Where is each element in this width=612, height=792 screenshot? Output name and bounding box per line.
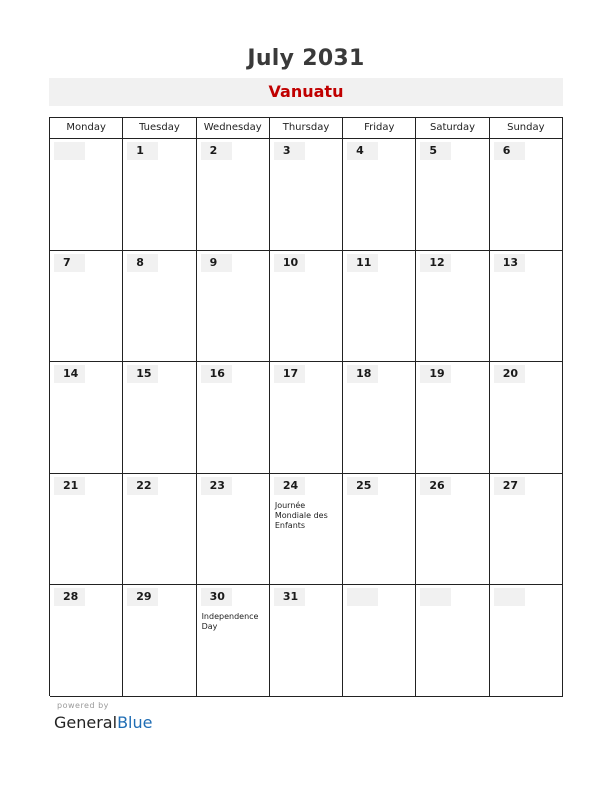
day-number: 26 bbox=[420, 477, 451, 495]
day-number: 31 bbox=[274, 588, 305, 606]
day-number: 4 bbox=[347, 142, 378, 160]
day-number: 13 bbox=[494, 254, 525, 272]
day-number: 5 bbox=[420, 142, 451, 160]
day-cell bbox=[270, 251, 343, 363]
holiday-label: Independence Day bbox=[201, 612, 259, 632]
day-cell bbox=[50, 251, 123, 363]
week-row-5 bbox=[50, 585, 563, 697]
brand-general: General bbox=[54, 713, 118, 732]
week-row-2 bbox=[50, 251, 563, 363]
day-number: 14 bbox=[54, 365, 85, 383]
day-cell bbox=[490, 474, 563, 586]
weekday-header-row bbox=[50, 118, 563, 139]
day-number: 27 bbox=[494, 477, 525, 495]
day-cell bbox=[270, 474, 343, 586]
day-number bbox=[54, 142, 85, 160]
weekday-thursday: Thursday bbox=[270, 118, 343, 139]
day-cell bbox=[416, 362, 489, 474]
day-cell bbox=[123, 474, 196, 586]
day-number: 12 bbox=[420, 254, 451, 272]
day-cell bbox=[197, 362, 270, 474]
day-number: 25 bbox=[347, 477, 378, 495]
day-cell bbox=[197, 139, 270, 251]
generalblue-logo[interactable] bbox=[54, 713, 152, 732]
day-number: 24 bbox=[274, 477, 305, 495]
weekday-friday: Friday bbox=[343, 118, 416, 139]
day-cell bbox=[50, 474, 123, 586]
day-cell bbox=[490, 362, 563, 474]
day-cell bbox=[343, 139, 416, 251]
day-number: 15 bbox=[127, 365, 158, 383]
day-cell bbox=[343, 474, 416, 586]
day-number: 17 bbox=[274, 365, 305, 383]
powered-by-text: powered by bbox=[57, 701, 109, 710]
day-cell bbox=[50, 139, 123, 251]
day-number: 19 bbox=[420, 365, 451, 383]
day-cell bbox=[343, 251, 416, 363]
day-number: 29 bbox=[127, 588, 158, 606]
day-cell bbox=[270, 585, 343, 697]
day-cell bbox=[123, 139, 196, 251]
day-number: 9 bbox=[201, 254, 232, 272]
day-cell bbox=[123, 251, 196, 363]
weekday-sunday: Sunday bbox=[490, 118, 563, 139]
day-cell bbox=[270, 362, 343, 474]
day-number: 7 bbox=[54, 254, 85, 272]
day-number: 6 bbox=[494, 142, 525, 160]
day-number: 18 bbox=[347, 365, 378, 383]
day-number: 3 bbox=[274, 142, 305, 160]
day-number: 20 bbox=[494, 365, 525, 383]
day-cell bbox=[416, 139, 489, 251]
weekday-monday: Monday bbox=[50, 118, 123, 139]
weekday-tuesday: Tuesday bbox=[123, 118, 196, 139]
day-cell bbox=[490, 585, 563, 697]
day-cell bbox=[416, 474, 489, 586]
week-row-4 bbox=[50, 474, 563, 586]
day-cell bbox=[343, 362, 416, 474]
day-number: 2 bbox=[201, 142, 232, 160]
day-cell bbox=[123, 362, 196, 474]
day-number bbox=[494, 588, 525, 606]
day-number: 16 bbox=[201, 365, 232, 383]
day-cell bbox=[416, 251, 489, 363]
day-cell bbox=[123, 585, 196, 697]
day-number bbox=[420, 588, 451, 606]
day-cell bbox=[490, 251, 563, 363]
weekday-saturday: Saturday bbox=[416, 118, 489, 139]
country-name: Vanuatu bbox=[268, 82, 344, 101]
day-cell bbox=[270, 139, 343, 251]
calendar-grid bbox=[49, 117, 563, 696]
week-row-3 bbox=[50, 362, 563, 474]
weekday-wednesday: Wednesday bbox=[197, 118, 270, 139]
calendar-title: July 2031 bbox=[247, 46, 365, 71]
week-row-1 bbox=[50, 139, 563, 251]
brand-blue: Blue bbox=[117, 713, 153, 732]
day-number: 10 bbox=[274, 254, 305, 272]
day-number bbox=[347, 588, 378, 606]
day-number: 23 bbox=[201, 477, 232, 495]
day-number: 8 bbox=[127, 254, 158, 272]
holiday-label: Journée Mondiale des Enfants bbox=[274, 500, 328, 530]
day-number: 22 bbox=[127, 477, 158, 495]
day-number: 30 bbox=[201, 588, 232, 606]
day-cell bbox=[197, 251, 270, 363]
day-cell bbox=[197, 474, 270, 586]
day-number: 28 bbox=[54, 588, 85, 606]
day-cell bbox=[343, 585, 416, 697]
country-banner bbox=[49, 78, 563, 106]
day-cell bbox=[490, 139, 563, 251]
day-number: 21 bbox=[54, 477, 85, 495]
day-number: 1 bbox=[127, 142, 158, 160]
day-cell bbox=[416, 585, 489, 697]
day-number: 11 bbox=[347, 254, 378, 272]
day-cell bbox=[50, 585, 123, 697]
day-cell bbox=[197, 585, 270, 697]
day-cell bbox=[50, 362, 123, 474]
